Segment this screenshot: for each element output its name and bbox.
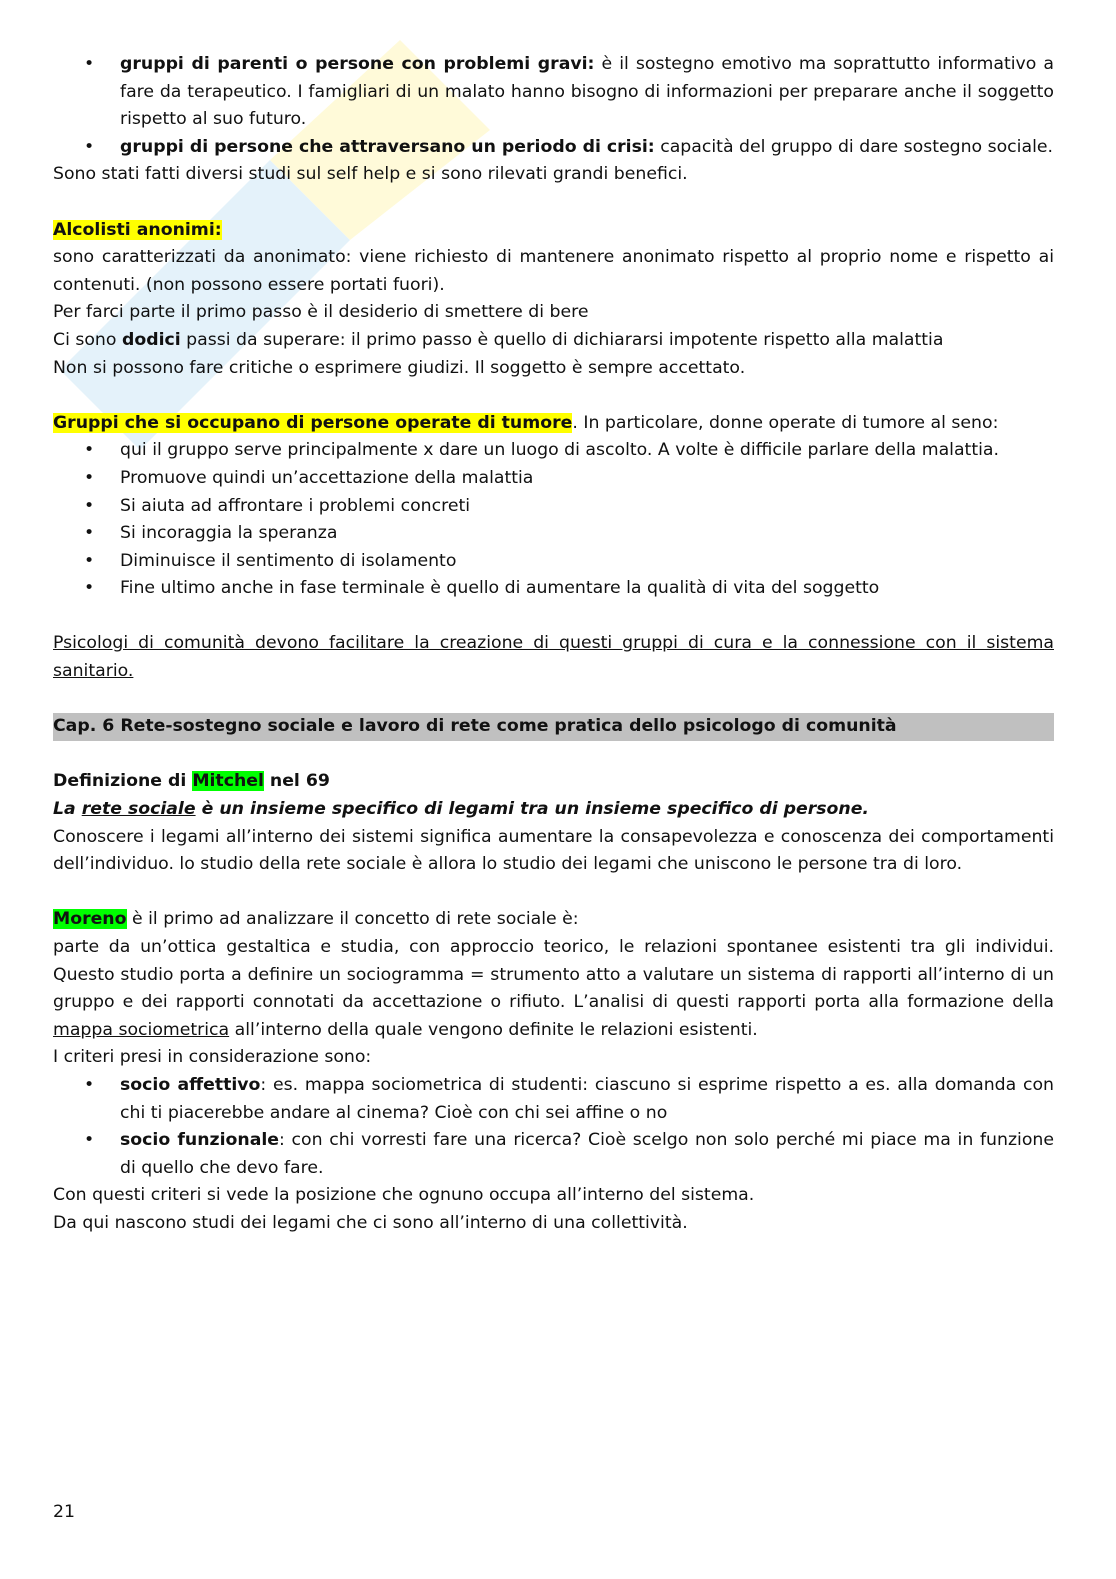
text-run: parte da un’ottica gestaltica e studia, con approccio teorico, le relazioni spontanee esistenti tra gli individui. Questo studio porta a definire un sociogramma = strumento atto a valutare un sistema di rapporti all’interno di un gruppo e dei rapporti connotati da accettazione o rifiuto. L’analisi di questi rapporti porta alla formazione della — [53, 937, 1054, 1013]
text-run: Si incoraggia la speranza — [120, 523, 338, 544]
list-item — [53, 1072, 1054, 1127]
paragraph — [53, 299, 1054, 327]
section-heading — [53, 713, 1054, 741]
text-run: gruppi di parenti o persone con problemi gravi: — [120, 54, 595, 74]
text-run: La — [53, 799, 82, 820]
text-run: Definizione di — [53, 771, 193, 792]
highlighted-text: Alcolisti anonimi: — [53, 219, 222, 240]
text-run: Ci sono — [53, 329, 122, 350]
paragraph — [53, 161, 1054, 189]
text-run: è il primo ad analizzare il concetto di rete sociale è: — [126, 909, 579, 930]
blank-line — [53, 686, 1054, 714]
highlighted-text: Gruppi che si occupano di persone operate di tumore — [53, 412, 573, 433]
text-run: nel 69 — [263, 771, 330, 792]
text-run: qui il gruppo serve principalmente x dare un luogo di ascolto. A volte è difficile parlare della malattia. — [120, 440, 999, 461]
paragraph — [53, 1044, 1054, 1072]
paragraph — [53, 327, 1054, 355]
list-item — [53, 1127, 1054, 1182]
text-run: è il sostegno emotivo ma soprattutto informativo a fare da terapeutico. I famigliari di un malato hanno bisogno di informazioni per preparare anche il soggetto rispetto al suo futuro. — [120, 54, 1054, 130]
paragraph — [53, 355, 1054, 383]
text-run: Con questi criteri si vede la posizione che ognuno occupa all’interno del sistema. — [53, 1185, 755, 1206]
list-item — [53, 134, 1054, 162]
text-run: Per farci parte il primo passo è il desiderio di smettere di bere — [53, 302, 589, 323]
text-run: . In particolare, donne operate di tumore al seno: — [572, 412, 999, 433]
bullet-icon: • — [84, 523, 95, 544]
paragraph — [53, 934, 1054, 1044]
text-run: sono caratterizzati da anonimato: viene richiesto di mantenere anonimato rispetto al proprio nome e rispetto ai contenuti. (non possono essere portati fuori). — [53, 247, 1054, 295]
paragraph — [53, 1182, 1054, 1210]
paragraph — [53, 217, 1054, 245]
list-item — [53, 575, 1054, 603]
paragraph — [53, 410, 1054, 438]
blank-line — [53, 382, 1054, 410]
paragraph — [53, 824, 1054, 879]
text-run: : con chi vorresti fare una ricerca? Cioè scelgo non solo perché mi piace ma in funzione di quello che devo fare. — [120, 1130, 1054, 1178]
bullet-icon: • — [84, 495, 95, 516]
bullet-icon: • — [84, 578, 95, 599]
bullet-icon: • — [84, 1074, 95, 1095]
text-run: rete sociale — [81, 799, 196, 820]
paragraph — [53, 906, 1054, 934]
list-item — [53, 437, 1054, 465]
bullet-icon: • — [84, 440, 95, 461]
text-run: Sono stati fatti diversi studi sul self help e si sono rilevati grandi benefici. — [53, 164, 688, 185]
blank-line — [53, 603, 1054, 631]
blank-line — [53, 189, 1054, 217]
paragraph — [53, 244, 1054, 299]
list-item — [53, 465, 1054, 493]
bullet-icon: • — [84, 136, 95, 157]
paragraph — [53, 768, 1054, 796]
highlighted-text: Moreno — [53, 909, 127, 930]
paragraph — [53, 630, 1054, 685]
page-number: 21 — [53, 1502, 75, 1522]
highlighted-text: Mitchel — [192, 771, 264, 792]
text-run: Promuove quindi un’accettazione della malattia — [120, 467, 534, 488]
text-run: Psicologi di comunità devono facilitare la creazione di questi gruppi di cura e la connessione con il sistema sanitario. — [53, 633, 1054, 682]
text-run: Diminuisce il sentimento di isolamento — [120, 550, 457, 571]
bullet-icon: • — [84, 1130, 95, 1151]
text-run: : es. mappa sociometrica di studenti: ciascuno si esprime rispetto a es. alla domanda con chi ti piacerebbe andare al cinema? Cioè con chi sei affine o no — [120, 1074, 1054, 1123]
text-run: capacità del gruppo di dare sostegno sociale. — [654, 136, 1053, 157]
bullet-icon: • — [84, 467, 95, 488]
text-run: dodici — [121, 329, 181, 350]
document-body — [53, 51, 1054, 1238]
list-item — [53, 520, 1054, 548]
paragraph — [53, 1210, 1054, 1238]
text-run: è un insieme specifico di legami tra un insieme specifico di persone. — [195, 799, 869, 820]
text-run: all’interno della quale vengono definite le relazioni esistenti. — [229, 1019, 758, 1040]
bullet-icon: • — [84, 550, 95, 571]
text-run: Cap. 6 Rete-sostegno sociale e lavoro di rete come pratica dello psicologo di comunità — [53, 716, 897, 737]
list-item — [53, 548, 1054, 576]
text-run: passi da superare: il primo passo è quello di dichiararsi impotente rispetto alla malattia — [180, 329, 944, 350]
text-run: I criteri presi in considerazione sono: — [53, 1047, 372, 1068]
text-run: Fine ultimo anche in fase terminale è quello di aumentare la qualità di vita del soggetto — [120, 578, 880, 599]
text-run: Conoscere i legami all’interno dei sistemi significa aumentare la consapevolezza e conoscenza dei comportamenti dell’individuo. lo studio della rete sociale è allora lo studio dei legami che uniscono le persone tra di loro. — [53, 826, 1054, 875]
text-run: Si aiuta ad affrontare i problemi concreti — [120, 495, 471, 516]
list-item — [53, 51, 1054, 134]
bullet-icon: • — [84, 54, 95, 74]
text-run: socio affettivo — [120, 1074, 261, 1095]
text-run: Da qui nascono studi dei legami che ci sono all’interno di una collettività. — [53, 1212, 688, 1233]
blank-line — [53, 741, 1054, 769]
paragraph — [53, 796, 1054, 824]
text-run: Non si possono fare critiche o esprimere giudizi. Il soggetto è sempre accettato. — [53, 357, 746, 378]
blank-line — [53, 879, 1054, 907]
text-run: mappa sociometrica — [53, 1019, 230, 1040]
list-item — [53, 493, 1054, 521]
text-run: gruppi di persone che attraversano un periodo di crisi: — [120, 136, 655, 157]
text-run: socio funzionale — [120, 1130, 279, 1151]
